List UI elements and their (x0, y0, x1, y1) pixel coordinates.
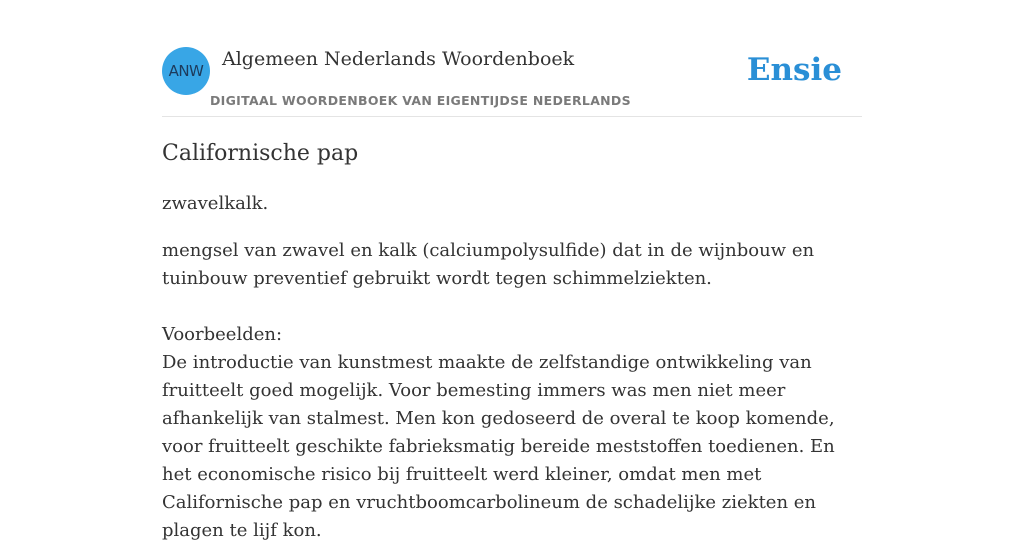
example-text: De introductie van kunstmest maakte de zelfstandige ontwikkeling van fruitteelt goed mogelijk. Voor bemesting immers was men niet meer afhankelijk van stalmest. Men kon gedoseerd de overal te koop komende, voor fruitteelt geschikte fabrieksmatig bereide meststoffen toedienen. En het economische risico bij fruitteelt werd kleiner, omdat men met Californische pap en vruchtboomcarbolineum de schadelijke ziekten en plagen te lijf kon. (162, 352, 835, 541)
site-title[interactable]: Algemeen Nederlands Woordenboek (222, 48, 575, 70)
entry-content (162, 138, 862, 545)
logo-text: ANW (168, 62, 204, 80)
anw-logo[interactable] (162, 47, 210, 95)
entry-synonym: zwavelkalk. (162, 193, 269, 214)
site-header (162, 47, 862, 117)
entry-title: Californische pap (162, 141, 359, 166)
entry-definition: mengsel van zwavel en kalk (calciumpolysulfide) dat in de wijnbouw en tuinbouw preventief gebruikt wordt tegen schimmelziekten. (162, 240, 815, 289)
examples-label: Voorbeelden: (162, 324, 283, 345)
site-subtitle: DIGITAAL WOORDENBOEK VAN EIGENTIJDSE NEDERLANDS (210, 93, 631, 108)
ensie-brand-logo[interactable]: Ensie (746, 52, 842, 88)
